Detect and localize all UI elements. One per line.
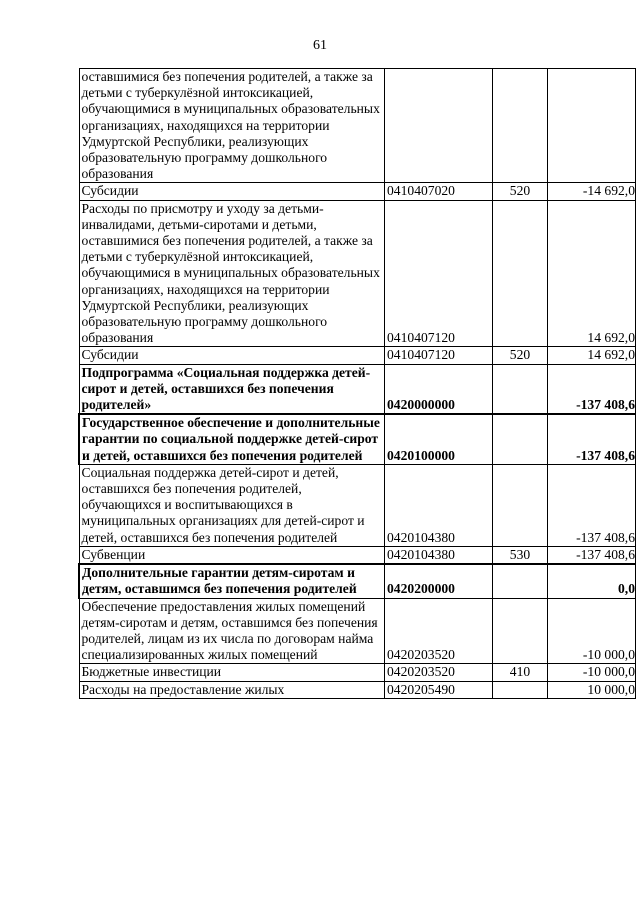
row-type: [493, 598, 548, 664]
row-description: Обеспечение предоставления жилых помещений детям-сиротам и детям, оставшимся без попечения родителей, лицам из их числа по договорам найма специализированных жилых помещений: [79, 598, 385, 664]
table-row: [79, 681, 636, 698]
row-amount: -137 408,6: [548, 414, 636, 464]
row-amount: 0,0: [548, 564, 636, 598]
table-row-subprogram: [79, 364, 636, 414]
row-amount: 14 692,0: [548, 347, 636, 364]
row-type: [493, 364, 548, 414]
row-description: оставшимися без попечения родителей, а также за детьми с туберкулёзной интоксикацией, обучающимися в муниципальных образовательных организациях, находящихся на территории Удмуртской Республики, реализующих образовательную программу дошкольного образования: [79, 69, 385, 183]
row-code: 0410407020: [385, 183, 493, 200]
row-description: Дополнительные гарантии детям-сиротам и детям, оставшимся без попечения родителей: [79, 564, 385, 598]
row-amount: -137 408,6: [548, 364, 636, 414]
table-row: [79, 183, 636, 200]
row-amount: [548, 69, 636, 183]
row-type: 410: [493, 664, 548, 681]
row-code: 0410407120: [385, 347, 493, 364]
table-row: [79, 546, 636, 564]
row-amount: 10 000,0: [548, 681, 636, 698]
row-description: Бюджетные инвестиции: [79, 664, 385, 681]
table-row-section: [79, 564, 636, 598]
row-amount: -137 408,6: [548, 546, 636, 564]
table-row-section: [79, 414, 636, 464]
row-amount: -10 000,0: [548, 664, 636, 681]
row-type: [493, 69, 548, 183]
row-code: 0420203520: [385, 598, 493, 664]
row-type: [493, 681, 548, 698]
row-description: Государственное обеспечение и дополнительные гарантии по социальной поддержке детей-сирот и детей, оставшихся без попечения родителей: [79, 414, 385, 464]
row-amount: -137 408,6: [548, 464, 636, 546]
budget-table: [78, 68, 636, 699]
row-code: 0420203520: [385, 664, 493, 681]
table-row: [79, 464, 636, 546]
row-code: 0420200000: [385, 564, 493, 598]
row-amount: 14 692,0: [548, 200, 636, 347]
row-type: [493, 414, 548, 464]
row-type: 530: [493, 546, 548, 564]
row-type: [493, 564, 548, 598]
table-row: [79, 598, 636, 664]
row-description: Субсидии: [79, 347, 385, 364]
row-code: 0420104380: [385, 464, 493, 546]
row-type: [493, 200, 548, 347]
row-code: 0410407120: [385, 200, 493, 347]
row-amount: -10 000,0: [548, 598, 636, 664]
row-type: 520: [493, 183, 548, 200]
row-code: 0420000000: [385, 364, 493, 414]
row-description: Подпрограмма «Социальная поддержка детей-сирот и детей, оставшихся без попечения родителей»: [79, 364, 385, 414]
row-description: Субсидии: [79, 183, 385, 200]
row-code: [385, 69, 493, 183]
table-row: [79, 200, 636, 347]
table-row: [79, 664, 636, 681]
row-code: 0420100000: [385, 414, 493, 464]
page-number: 61: [313, 38, 327, 53]
row-type: [493, 464, 548, 546]
table-row: [79, 347, 636, 364]
row-description: Расходы по присмотру и уходу за детьми-инвалидами, детьми-сиротами и детьми, оставшимися без попечения родителей, а также за детьми с туберкулёзной интоксикацией, обучающимися в муниципальных образовательных организациях, находящихся на территории Удмуртской Республики, реализующих образовательную программу дошкольного образования: [79, 200, 385, 347]
row-description: Расходы на предоставление жилых: [79, 681, 385, 698]
row-code: 0420205490: [385, 681, 493, 698]
row-description: Социальная поддержка детей-сирот и детей, оставшихся без попечения родителей, обучающихся и воспитывающихся в муниципальных организациях для детей-сирот и детей, оставшихся без попечения родителей: [79, 464, 385, 546]
table-row: [79, 69, 636, 183]
row-type: 520: [493, 347, 548, 364]
row-code: 0420104380: [385, 546, 493, 564]
row-amount: -14 692,0: [548, 183, 636, 200]
row-description: Субвенции: [79, 546, 385, 564]
